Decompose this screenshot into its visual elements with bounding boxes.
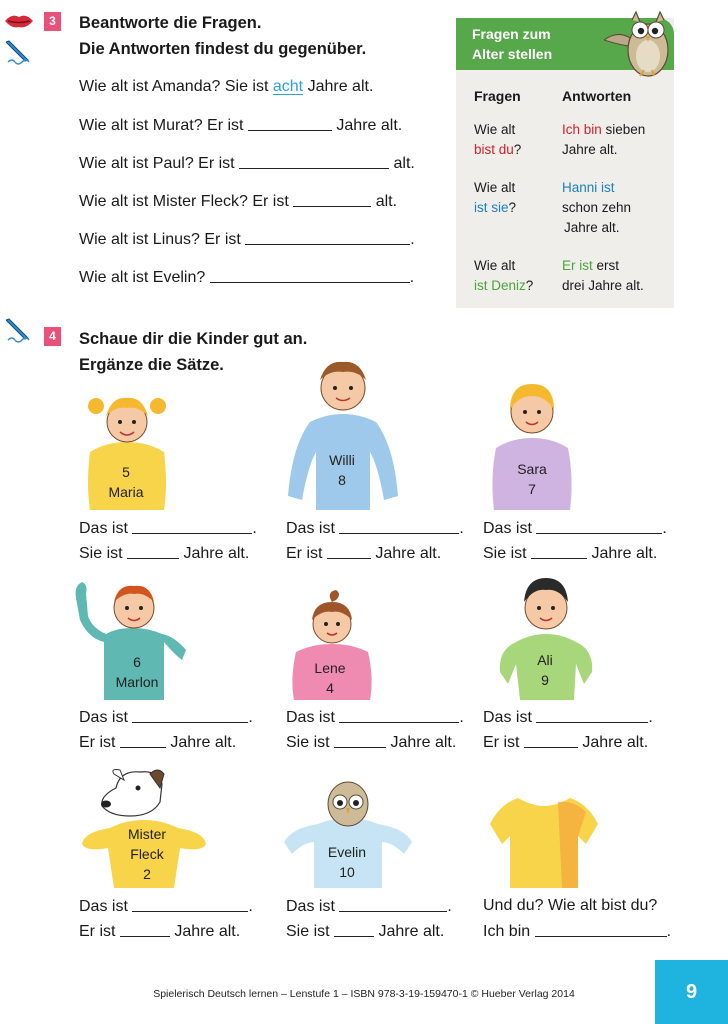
sentence-evelin-2: Sie ist Jahre alt. bbox=[286, 923, 445, 940]
sentence-sara-1: Das ist . bbox=[483, 520, 667, 537]
sentence-ali-2: Er ist Jahre alt. bbox=[483, 734, 649, 751]
question-amanda: Wie alt ist Amanda? Sie ist acht Jahre alt. bbox=[79, 78, 374, 95]
answer-blank[interactable] bbox=[334, 733, 386, 748]
shirt-label-sara: Sara 7 bbox=[517, 461, 547, 497]
box-answer-1: Ich bin sieben Jahre alt. bbox=[562, 122, 646, 157]
question-linus: Wie alt ist Linus? Er ist . bbox=[79, 231, 415, 248]
answer-blank[interactable] bbox=[334, 922, 374, 937]
answer-blank[interactable] bbox=[248, 116, 332, 131]
answer-blank[interactable] bbox=[535, 922, 667, 937]
sentence-ich-bin: Ich bin . bbox=[483, 923, 672, 940]
answer-blank[interactable] bbox=[339, 519, 459, 534]
pencil-icon bbox=[6, 316, 32, 344]
empty-shirt-illustration bbox=[488, 794, 600, 888]
box-answer-3: Er ist erst drei Jahre alt. bbox=[562, 258, 644, 293]
answer-blank[interactable] bbox=[327, 544, 371, 559]
answer-blank[interactable] bbox=[524, 733, 578, 748]
answer-blank[interactable] bbox=[132, 708, 248, 723]
answer-blank[interactable] bbox=[293, 192, 371, 207]
question-evelin: Wie alt ist Evelin? . bbox=[79, 269, 415, 286]
box-answer-2: Hanni ist schon zehn Jahre alt. bbox=[562, 180, 632, 235]
answer-blank[interactable] bbox=[127, 544, 179, 559]
question-murat: Wie alt ist Murat? Er ist Jahre alt. bbox=[79, 117, 403, 134]
sentence-maria-1: Das ist . bbox=[79, 520, 257, 537]
sentence-evelin-1: Das ist . bbox=[286, 898, 452, 915]
sentence-sara-2: Sie ist Jahre alt. bbox=[483, 545, 658, 562]
box-question-1: Wie alt bist du? bbox=[474, 122, 522, 157]
shirt-label-lene: Lene 4 bbox=[314, 660, 346, 696]
box-question-3: Wie alt ist Deniz? bbox=[474, 258, 534, 293]
shirt-label-mister-fleck: Mister Fleck 2 bbox=[127, 826, 167, 882]
answer-acht: acht bbox=[272, 78, 304, 95]
sentence-marlon-2: Er ist Jahre alt. bbox=[79, 734, 237, 751]
info-box-title: Fragen zum Alter stellen bbox=[472, 26, 553, 62]
answer-blank[interactable] bbox=[210, 268, 410, 283]
sentence-lene-1: Das ist . bbox=[286, 709, 464, 726]
question-und-du: Und du? Wie alt bist du? bbox=[483, 897, 658, 914]
exercise-4-title-1: Schaue dir die Kinder gut an. bbox=[79, 330, 308, 348]
sentence-marlon-1: Das ist . bbox=[79, 709, 253, 726]
sentence-ali-1: Das ist . bbox=[483, 709, 653, 726]
sentence-mister-fleck-1: Das ist . bbox=[79, 898, 253, 915]
shirt-label-evelin: Evelin 10 bbox=[327, 844, 367, 880]
sentence-lene-2: Sie ist Jahre alt. bbox=[286, 734, 457, 751]
sentence-willi-1: Das ist . bbox=[286, 520, 464, 537]
sentence-maria-2: Sie ist Jahre alt. bbox=[79, 545, 250, 562]
answer-blank[interactable] bbox=[132, 519, 252, 534]
sentence-willi-2: Er ist Jahre alt. bbox=[286, 545, 442, 562]
footer-text: Spielerisch Deutsch lernen – Lenstufe 1 – ISBN 978-3-19-159470-1 © Hueber Verlag 2014 bbox=[153, 988, 575, 1000]
exercise-number-3: 3 bbox=[44, 12, 61, 31]
answer-blank[interactable] bbox=[536, 519, 662, 534]
col-header-antworten: Antworten bbox=[562, 88, 632, 104]
question-mister-fleck: Wie alt ist Mister Fleck? Er ist alt. bbox=[79, 193, 398, 210]
sentence-mister-fleck-2: Er ist Jahre alt. bbox=[79, 923, 241, 940]
page-number: 9 bbox=[655, 960, 728, 1024]
mouth-icon bbox=[4, 12, 34, 30]
exercise-3-title-2: Die Antworten findest du gegenüber. bbox=[79, 40, 367, 58]
answer-blank[interactable] bbox=[531, 544, 587, 559]
shirt-label-willi: Willi 8 bbox=[329, 452, 355, 488]
answer-blank[interactable] bbox=[339, 897, 447, 912]
shirt-label-marlon: 6 Marlon bbox=[115, 654, 159, 690]
shirt-label-maria: 5 Maria bbox=[108, 464, 144, 500]
answer-blank[interactable] bbox=[239, 154, 389, 169]
answer-blank[interactable] bbox=[120, 922, 170, 937]
answer-blank[interactable] bbox=[339, 708, 459, 723]
answer-blank[interactable] bbox=[245, 230, 410, 245]
shirt-label-ali: Ali 9 bbox=[537, 652, 553, 688]
answer-blank[interactable] bbox=[120, 733, 166, 748]
pencil-icon bbox=[6, 38, 32, 66]
box-question-2: Wie alt ist sie? bbox=[474, 180, 517, 215]
answer-blank[interactable] bbox=[536, 708, 648, 723]
col-header-fragen: Fragen bbox=[474, 88, 521, 104]
question-paul: Wie alt ist Paul? Er ist alt. bbox=[79, 155, 415, 172]
exercise-4-title-2: Ergänze die Sätze. bbox=[79, 356, 224, 374]
answer-blank[interactable] bbox=[132, 897, 248, 912]
exercise-number-4: 4 bbox=[44, 327, 61, 346]
owl-icon bbox=[604, 4, 676, 80]
exercise-3-title-1: Beantworte die Fragen. bbox=[79, 14, 262, 32]
